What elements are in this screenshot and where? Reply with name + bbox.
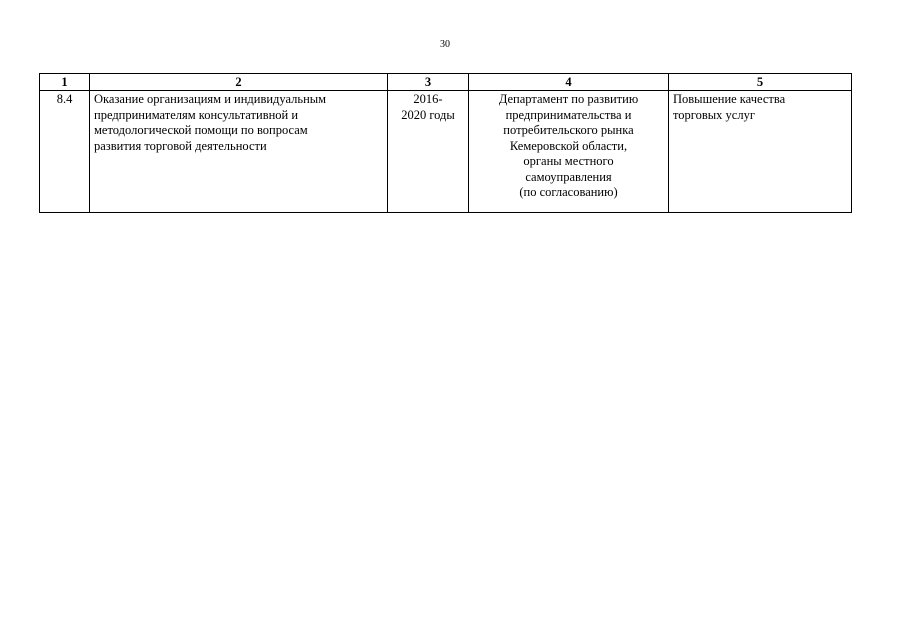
executor-cell xyxy=(469,91,669,213)
result-line: Повышение качества xyxy=(673,92,786,106)
column-header-4: 4 xyxy=(469,74,669,91)
activity-line: методологической помощи по вопросам xyxy=(94,123,308,137)
executor-line: (по согласованию) xyxy=(519,185,618,199)
activity-line: предпринимателям консультативной и xyxy=(94,107,299,122)
period-line: 2020 годы xyxy=(401,107,455,122)
result-cell xyxy=(669,91,852,213)
result-line: торговых услуг xyxy=(673,107,755,122)
activity-cell xyxy=(90,91,388,213)
column-header-3: 3 xyxy=(388,74,469,91)
executor-line: Кемеровской области, xyxy=(509,138,628,153)
table-row xyxy=(40,91,852,213)
period-line: 2016- xyxy=(413,92,443,106)
measures-table xyxy=(39,73,852,213)
column-header-5: 5 xyxy=(669,74,852,91)
period-cell xyxy=(388,91,469,213)
activity-line: Оказание организациям и индивидуальным xyxy=(94,92,327,106)
executor-line: Департамент по развитию xyxy=(498,92,639,106)
executor-line: самоуправления xyxy=(525,169,612,184)
page-number: 30 xyxy=(440,39,450,50)
executor-line: предпринимательства и xyxy=(505,107,632,122)
column-header-2: 2 xyxy=(90,74,388,91)
activity-line: развития торговой деятельности xyxy=(94,138,267,153)
column-header-1: 1 xyxy=(40,74,90,91)
row-number-cell: 8.4 xyxy=(40,91,90,213)
executor-line: потребительского рынка xyxy=(503,123,634,137)
executor-line: органы местного xyxy=(523,154,614,168)
table-header-row xyxy=(40,74,852,91)
